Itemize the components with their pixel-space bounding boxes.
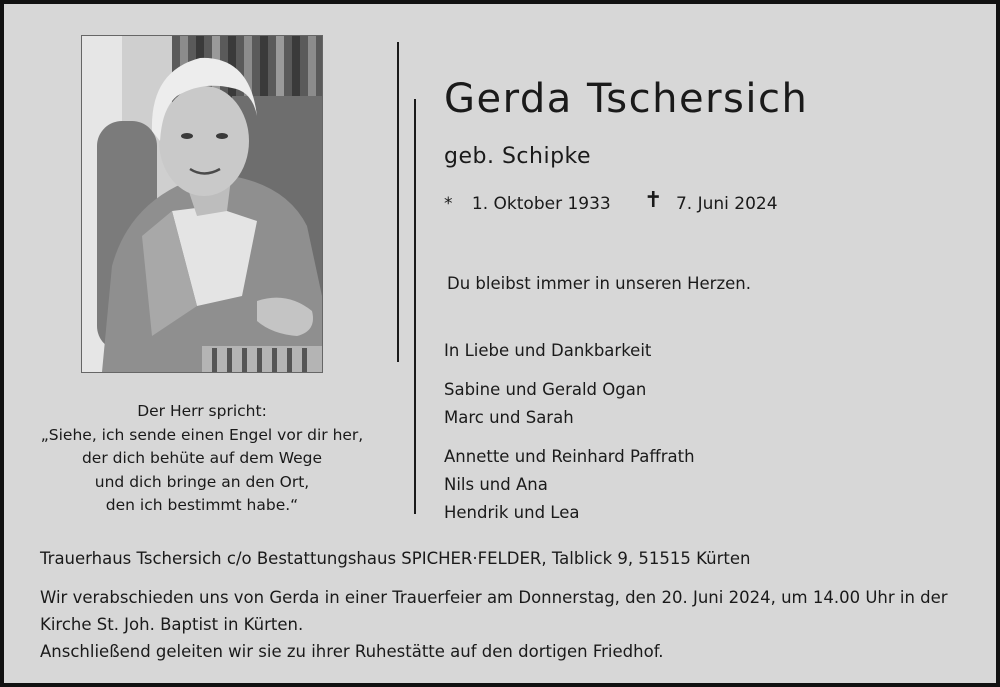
quote-line: den ich bestimmt habe.“ (105, 496, 299, 514)
quote-line: und dich bringe an den Ort, (94, 472, 310, 491)
service-line: Wir verabschieden uns von Gerda in einer Trauerfeier am Donnerstag, den 20. Juni 2024, um 14.00 Uhr in der (40, 588, 948, 607)
birth-star-icon: * (444, 194, 453, 214)
divider-line-right (414, 99, 416, 514)
cross-icon: ✝ (644, 188, 663, 213)
quote-line: „Siehe, ich sende einen Engel vor dir her, (40, 425, 364, 444)
deceased-name: Gerda Tschersich (444, 76, 809, 122)
quote-line: der dich behüte auf dem Wege (81, 449, 323, 467)
mourner-name: Marc und Sarah (444, 408, 574, 427)
motto: Du bleibst immer in unseren Herzen. (447, 274, 751, 293)
bible-quote (32, 400, 372, 518)
mourner-name: Sabine und Gerald Ogan (444, 380, 647, 399)
portrait-photo (81, 35, 323, 373)
birth-date: 1. Oktober 1933 (471, 194, 611, 214)
quote-line: Der Herr spricht: (137, 402, 267, 420)
service-line: Anschließend geleiten wir sie zu ihrer Ruhestätte auf den dortigen Friedhof. (40, 642, 664, 661)
service-line: Kirche St. Joh. Baptist in Kürten. (40, 615, 304, 634)
mourner-name: Annette und Reinhard Paffrath (444, 447, 695, 466)
mourners-intro: In Liebe und Dankbarkeit (444, 341, 652, 360)
life-dates (444, 190, 778, 215)
mourners-list (444, 337, 695, 527)
service-info (40, 584, 960, 665)
maiden-name: geb. Schipke (444, 144, 592, 169)
divider-line-left (397, 42, 399, 362)
funeral-home-address: Trauerhaus Tschersich c/o Bestattungshaus SPICHER·FELDER, Talblick 9, 51515 Kürten (40, 549, 751, 568)
mourner-name: Nils und Ana (444, 475, 548, 494)
mourner-name: Hendrik und Lea (444, 503, 580, 522)
portrait-illustration (82, 36, 322, 372)
death-date: 7. Juni 2024 (675, 194, 778, 214)
